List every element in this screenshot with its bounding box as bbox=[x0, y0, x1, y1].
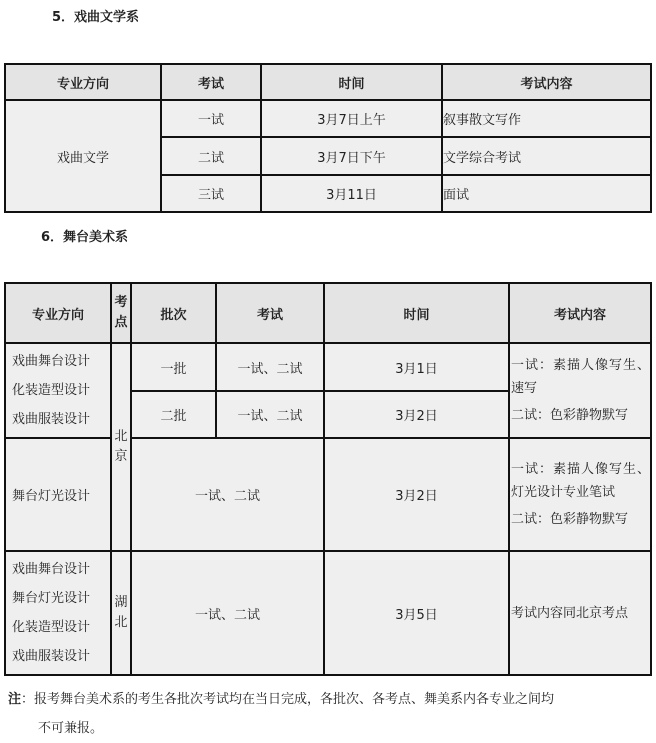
drama-literature-table bbox=[4, 63, 652, 213]
batch-cell: 二批 bbox=[131, 391, 216, 438]
footnote bbox=[8, 685, 628, 743]
time-cell: 3月2日 bbox=[324, 438, 509, 551]
section-6-title: 6．舞台美术系 bbox=[41, 230, 129, 245]
content-line: 一试：素描人像写生、灯光设计专业笔试 bbox=[511, 462, 650, 500]
content-line: 二试：色彩静物默写 bbox=[511, 408, 629, 423]
content-cell bbox=[509, 343, 651, 438]
major-item: 化装造型设计 bbox=[12, 383, 91, 398]
exam-cell: 三试 bbox=[161, 175, 261, 212]
exam-cell: 一试、二试 bbox=[131, 438, 324, 551]
note-text: ：报考舞台美术系的考生各批次考试均在当日完成，各批次、各考点、舞美系内各专业之间均 bbox=[21, 692, 555, 707]
major-cell: 戏曲文学 bbox=[5, 100, 161, 212]
table-row bbox=[5, 551, 651, 675]
content-cell: 叙事散文写作 bbox=[442, 100, 651, 137]
time-cell: 3月11日 bbox=[261, 175, 442, 212]
major-item: 戏曲服装设计 bbox=[12, 412, 91, 427]
content-cell: 文学综合考试 bbox=[442, 137, 651, 175]
time-cell: 3月2日 bbox=[324, 391, 509, 438]
header-content: 考试内容 bbox=[509, 283, 651, 343]
header-exam: 考试 bbox=[161, 64, 261, 100]
header-major: 专业方向 bbox=[5, 283, 111, 343]
table-header-row bbox=[5, 64, 651, 100]
header-batch: 批次 bbox=[131, 283, 216, 343]
header-time: 时间 bbox=[261, 64, 442, 100]
exam-cell: 二试 bbox=[161, 137, 261, 175]
stage-art-table bbox=[4, 282, 652, 676]
note-label: 注 bbox=[8, 692, 22, 707]
major-cell bbox=[5, 551, 111, 675]
note-text-continued: 不可兼报。 bbox=[38, 721, 104, 736]
header-site: 考点 bbox=[111, 283, 131, 343]
table-row bbox=[5, 438, 651, 551]
site-cell-hubei bbox=[111, 551, 131, 675]
header-time: 时间 bbox=[324, 283, 509, 343]
table-header-row bbox=[5, 283, 651, 343]
content-line: 二试：色彩静物默写 bbox=[511, 512, 629, 527]
exam-cell: 一试、二试 bbox=[131, 551, 324, 675]
header-major: 专业方向 bbox=[5, 64, 161, 100]
site-char: 北 bbox=[114, 615, 128, 630]
time-cell: 3月5日 bbox=[324, 551, 509, 675]
site-cell-beijing bbox=[111, 343, 131, 551]
major-item: 舞台灯光设计 bbox=[12, 591, 91, 606]
major-item: 戏曲舞台设计 bbox=[12, 562, 91, 577]
site-char: 京 bbox=[114, 449, 128, 464]
major-cell bbox=[5, 343, 111, 438]
major-cell: 舞台灯光设计 bbox=[5, 438, 111, 551]
batch-cell: 一批 bbox=[131, 343, 216, 391]
major-item: 化装造型设计 bbox=[12, 620, 91, 635]
content-cell: 考试内容同北京考点 bbox=[509, 551, 651, 675]
header-content: 考试内容 bbox=[442, 64, 651, 100]
time-cell: 3月7日上午 bbox=[261, 100, 442, 137]
major-item: 戏曲服装设计 bbox=[12, 649, 91, 664]
exam-cell: 一试 bbox=[161, 100, 261, 137]
header-exam: 考试 bbox=[216, 283, 324, 343]
site-char: 北 bbox=[114, 429, 128, 444]
content-line: 一试：素描人像写生、速写 bbox=[511, 358, 650, 396]
content-cell: 面试 bbox=[442, 175, 651, 212]
major-item: 戏曲舞台设计 bbox=[12, 354, 91, 369]
time-cell: 3月1日 bbox=[324, 343, 509, 391]
site-char: 湖 bbox=[114, 595, 128, 610]
exam-cell: 一试、二试 bbox=[216, 343, 324, 391]
content-cell bbox=[509, 438, 651, 551]
time-cell: 3月7日下午 bbox=[261, 137, 442, 175]
exam-cell: 一试、二试 bbox=[216, 391, 324, 438]
section-5-title: 5．戏曲文学系 bbox=[52, 10, 140, 25]
table-row bbox=[5, 100, 651, 137]
table-row bbox=[5, 343, 651, 391]
